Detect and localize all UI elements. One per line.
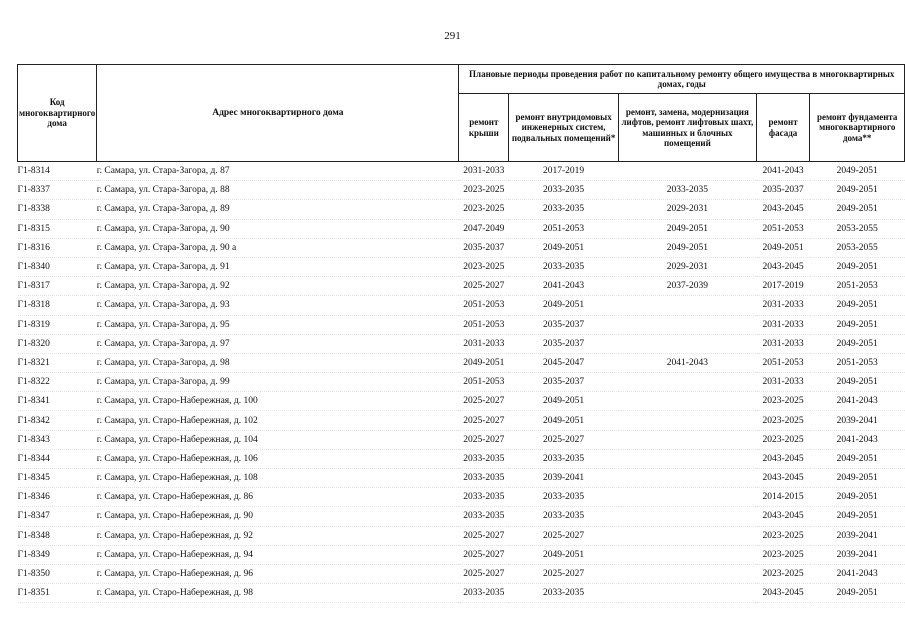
row-code: Г1-8319: [18, 315, 97, 334]
row-code: Г1-8316: [18, 238, 97, 257]
table-row: [18, 315, 905, 334]
row-foundation: 2049-2051: [810, 584, 905, 603]
row-lifts: [619, 296, 757, 315]
row-address: г. Самара, ул. Старо-Набережная, д. 86: [97, 488, 459, 507]
row-roof: 2033-2035: [459, 507, 509, 526]
header-lifts: ремонт, замена, модернизация лифтов, ремонт лифтовых шахт, машинных и блочных помещений: [619, 94, 757, 162]
row-code: Г1-8348: [18, 526, 97, 545]
row-lifts: [619, 430, 757, 449]
row-roof: 2049-2051: [459, 353, 509, 372]
row-roof: 2025-2027: [459, 277, 509, 296]
row-address: г. Самара, ул. Стара-Загора, д. 98: [97, 353, 459, 372]
row-code: Г1-8318: [18, 296, 97, 315]
row-address: г. Самара, ул. Стара-Загора, д. 87: [97, 162, 459, 181]
row-systems: 2033-2035: [509, 488, 619, 507]
table-row: [18, 353, 905, 372]
row-foundation: 2053-2055: [810, 219, 905, 238]
row-lifts: [619, 584, 757, 603]
table-row: [18, 373, 905, 392]
row-systems: 2025-2027: [509, 564, 619, 583]
row-address: г. Самара, ул. Стара-Загора, д. 97: [97, 334, 459, 353]
row-roof: 2031-2033: [459, 162, 509, 181]
row-systems: 2033-2035: [509, 584, 619, 603]
row-code: Г1-8322: [18, 373, 97, 392]
row-lifts: 2049-2051: [619, 238, 757, 257]
row-roof: 2033-2035: [459, 469, 509, 488]
row-roof: 2035-2037: [459, 238, 509, 257]
row-roof: 2025-2027: [459, 526, 509, 545]
row-facade: 2031-2033: [756, 334, 810, 353]
row-code: Г1-8315: [18, 219, 97, 238]
row-facade: 2043-2045: [756, 507, 810, 526]
row-facade: 2043-2045: [756, 469, 810, 488]
row-facade: 2043-2045: [756, 200, 810, 219]
row-facade: 2043-2045: [756, 584, 810, 603]
table-row: [18, 334, 905, 353]
row-address: г. Самара, ул. Старо-Набережная, д. 108: [97, 469, 459, 488]
row-systems: 2049-2051: [509, 296, 619, 315]
row-roof: 2033-2035: [459, 449, 509, 468]
row-foundation: 2049-2051: [810, 296, 905, 315]
row-foundation: 2053-2055: [810, 238, 905, 257]
table-row: [18, 564, 905, 583]
row-foundation: 2049-2051: [810, 257, 905, 276]
row-facade: 2043-2045: [756, 449, 810, 468]
row-lifts: [619, 507, 757, 526]
row-code: Г1-8342: [18, 411, 97, 430]
row-facade: 2049-2051: [756, 238, 810, 257]
row-systems: 2049-2051: [509, 392, 619, 411]
row-systems: 2041-2043: [509, 277, 619, 296]
row-address: г. Самара, ул. Стара-Загора, д. 92: [97, 277, 459, 296]
table-row: [18, 411, 905, 430]
row-systems: 2033-2035: [509, 257, 619, 276]
row-facade: 2043-2045: [756, 257, 810, 276]
row-foundation: 2049-2051: [810, 334, 905, 353]
row-foundation: 2041-2043: [810, 392, 905, 411]
page-number: 291: [444, 30, 461, 42]
header-group: Плановые периоды проведения работ по капитальному ремонту общего имущества в многоквартирных домах, годы: [459, 65, 905, 94]
table-row: [18, 584, 905, 603]
row-lifts: [619, 162, 757, 181]
table-row: [18, 257, 905, 276]
row-code: Г1-8338: [18, 200, 97, 219]
row-facade: 2023-2025: [756, 411, 810, 430]
table-row: [18, 219, 905, 238]
row-lifts: [619, 315, 757, 334]
row-systems: 2035-2037: [509, 373, 619, 392]
table-row: [18, 238, 905, 257]
row-lifts: 2041-2043: [619, 353, 757, 372]
row-foundation: 2049-2051: [810, 507, 905, 526]
row-foundation: 2049-2051: [810, 373, 905, 392]
row-address: г. Самара, ул. Старо-Набережная, д. 106: [97, 449, 459, 468]
row-foundation: 2039-2041: [810, 526, 905, 545]
row-roof: 2025-2027: [459, 545, 509, 564]
row-roof: 2033-2035: [459, 488, 509, 507]
row-address: г. Самара, ул. Стара-Загора, д. 99: [97, 373, 459, 392]
row-systems: 2039-2041: [509, 469, 619, 488]
header-roof: ремонт крыши: [459, 94, 509, 162]
row-code: Г1-8345: [18, 469, 97, 488]
row-foundation: 2049-2051: [810, 488, 905, 507]
table-row: [18, 162, 905, 181]
row-address: г. Самара, ул. Стара-Загора, д. 93: [97, 296, 459, 315]
row-roof: 2023-2025: [459, 257, 509, 276]
table-row: [18, 526, 905, 545]
row-foundation: 2049-2051: [810, 449, 905, 468]
row-facade: 2023-2025: [756, 430, 810, 449]
header-systems: ремонт внутридомовых инженерных систем, подвальных помещений*: [509, 94, 619, 162]
row-roof: 2025-2027: [459, 430, 509, 449]
row-address: г. Самара, ул. Старо-Набережная, д. 98: [97, 584, 459, 603]
row-foundation: 2049-2051: [810, 162, 905, 181]
row-foundation: 2041-2043: [810, 430, 905, 449]
row-roof: 2047-2049: [459, 219, 509, 238]
row-foundation: 2051-2053: [810, 353, 905, 372]
row-systems: 2035-2037: [509, 334, 619, 353]
row-lifts: [619, 526, 757, 545]
row-lifts: [619, 392, 757, 411]
capital-repair-table: [17, 64, 905, 603]
row-lifts: 2029-2031: [619, 257, 757, 276]
row-code: Г1-8320: [18, 334, 97, 353]
row-foundation: 2051-2053: [810, 277, 905, 296]
row-lifts: [619, 488, 757, 507]
row-lifts: [619, 449, 757, 468]
row-facade: 2031-2033: [756, 296, 810, 315]
table-row: [18, 507, 905, 526]
row-roof: 2051-2053: [459, 296, 509, 315]
row-code: Г1-8317: [18, 277, 97, 296]
row-systems: 2051-2053: [509, 219, 619, 238]
table-row: [18, 277, 905, 296]
row-facade: 2023-2025: [756, 564, 810, 583]
row-roof: 2051-2053: [459, 315, 509, 334]
row-systems: 2049-2051: [509, 411, 619, 430]
row-address: г. Самара, ул. Стара-Загора, д. 90 а: [97, 238, 459, 257]
row-lifts: 2029-2031: [619, 200, 757, 219]
table-body: [18, 162, 905, 603]
row-foundation: 2041-2043: [810, 564, 905, 583]
row-systems: 2017-2019: [509, 162, 619, 181]
header-code: Код многоквартирного дома: [18, 65, 97, 162]
table-row: [18, 430, 905, 449]
table-row: [18, 296, 905, 315]
row-code: Г1-8350: [18, 564, 97, 583]
row-address: г. Самара, ул. Стара-Загора, д. 95: [97, 315, 459, 334]
row-code: Г1-8343: [18, 430, 97, 449]
header-facade: ремонт фасада: [756, 94, 810, 162]
row-lifts: [619, 411, 757, 430]
row-facade: 2023-2025: [756, 526, 810, 545]
row-code: Г1-8321: [18, 353, 97, 372]
row-address: г. Самара, ул. Старо-Набережная, д. 102: [97, 411, 459, 430]
row-address: г. Самара, ул. Старо-Набережная, д. 96: [97, 564, 459, 583]
row-systems: 2033-2035: [509, 200, 619, 219]
row-systems: 2033-2035: [509, 507, 619, 526]
table-row: [18, 488, 905, 507]
row-code: Г1-8341: [18, 392, 97, 411]
row-lifts: 2037-2039: [619, 277, 757, 296]
row-facade: 2031-2033: [756, 373, 810, 392]
table-header: [18, 65, 905, 162]
row-facade: 2051-2053: [756, 219, 810, 238]
row-roof: 2025-2027: [459, 411, 509, 430]
row-address: г. Самара, ул. Стара-Загора, д. 90: [97, 219, 459, 238]
row-systems: 2049-2051: [509, 238, 619, 257]
table-row: [18, 545, 905, 564]
row-lifts: [619, 334, 757, 353]
row-foundation: 2049-2051: [810, 315, 905, 334]
row-roof: 2023-2025: [459, 200, 509, 219]
table-row: [18, 181, 905, 200]
row-foundation: 2039-2041: [810, 411, 905, 430]
row-foundation: 2049-2051: [810, 181, 905, 200]
row-code: Г1-8337: [18, 181, 97, 200]
row-lifts: [619, 373, 757, 392]
row-code: Г1-8314: [18, 162, 97, 181]
row-roof: 2025-2027: [459, 564, 509, 583]
row-systems: 2033-2035: [509, 181, 619, 200]
row-address: г. Самара, ул. Старо-Набережная, д. 92: [97, 526, 459, 545]
row-systems: 2033-2035: [509, 449, 619, 468]
row-lifts: 2049-2051: [619, 219, 757, 238]
row-facade: 2031-2033: [756, 315, 810, 334]
row-address: г. Самара, ул. Старо-Набережная, д. 100: [97, 392, 459, 411]
row-facade: 2041-2043: [756, 162, 810, 181]
row-address: г. Самара, ул. Старо-Набережная, д. 90: [97, 507, 459, 526]
row-roof: 2033-2035: [459, 584, 509, 603]
table-row: [18, 200, 905, 219]
row-lifts: 2033-2035: [619, 181, 757, 200]
row-address: г. Самара, ул. Старо-Набережная, д. 94: [97, 545, 459, 564]
row-address: г. Самара, ул. Стара-Загора, д. 89: [97, 200, 459, 219]
row-lifts: [619, 469, 757, 488]
header-address: Адрес многоквартирного дома: [97, 65, 459, 162]
row-address: г. Самара, ул. Старо-Набережная, д. 104: [97, 430, 459, 449]
row-facade: 2014-2015: [756, 488, 810, 507]
table-row: [18, 392, 905, 411]
row-roof: 2031-2033: [459, 334, 509, 353]
row-foundation: 2049-2051: [810, 469, 905, 488]
row-code: Г1-8349: [18, 545, 97, 564]
row-roof: 2023-2025: [459, 181, 509, 200]
row-code: Г1-8346: [18, 488, 97, 507]
row-lifts: [619, 564, 757, 583]
row-facade: 2023-2025: [756, 392, 810, 411]
row-facade: 2023-2025: [756, 545, 810, 564]
row-roof: 2025-2027: [459, 392, 509, 411]
row-facade: 2051-2053: [756, 353, 810, 372]
row-code: Г1-8344: [18, 449, 97, 468]
row-roof: 2051-2053: [459, 373, 509, 392]
row-facade: 2035-2037: [756, 181, 810, 200]
row-systems: 2049-2051: [509, 545, 619, 564]
row-address: г. Самара, ул. Стара-Загора, д. 88: [97, 181, 459, 200]
row-foundation: 2049-2051: [810, 200, 905, 219]
table-row: [18, 449, 905, 468]
row-systems: 2025-2027: [509, 430, 619, 449]
row-code: Г1-8347: [18, 507, 97, 526]
row-address: г. Самара, ул. Стара-Загора, д. 91: [97, 257, 459, 276]
row-facade: 2017-2019: [756, 277, 810, 296]
header-foundation: ремонт фундамента многоквартирного дома**: [810, 94, 905, 162]
row-code: Г1-8351: [18, 584, 97, 603]
table-row: [18, 469, 905, 488]
row-systems: 2035-2037: [509, 315, 619, 334]
row-lifts: [619, 545, 757, 564]
row-systems: 2025-2027: [509, 526, 619, 545]
row-foundation: 2039-2041: [810, 545, 905, 564]
row-code: Г1-8340: [18, 257, 97, 276]
row-systems: 2045-2047: [509, 353, 619, 372]
